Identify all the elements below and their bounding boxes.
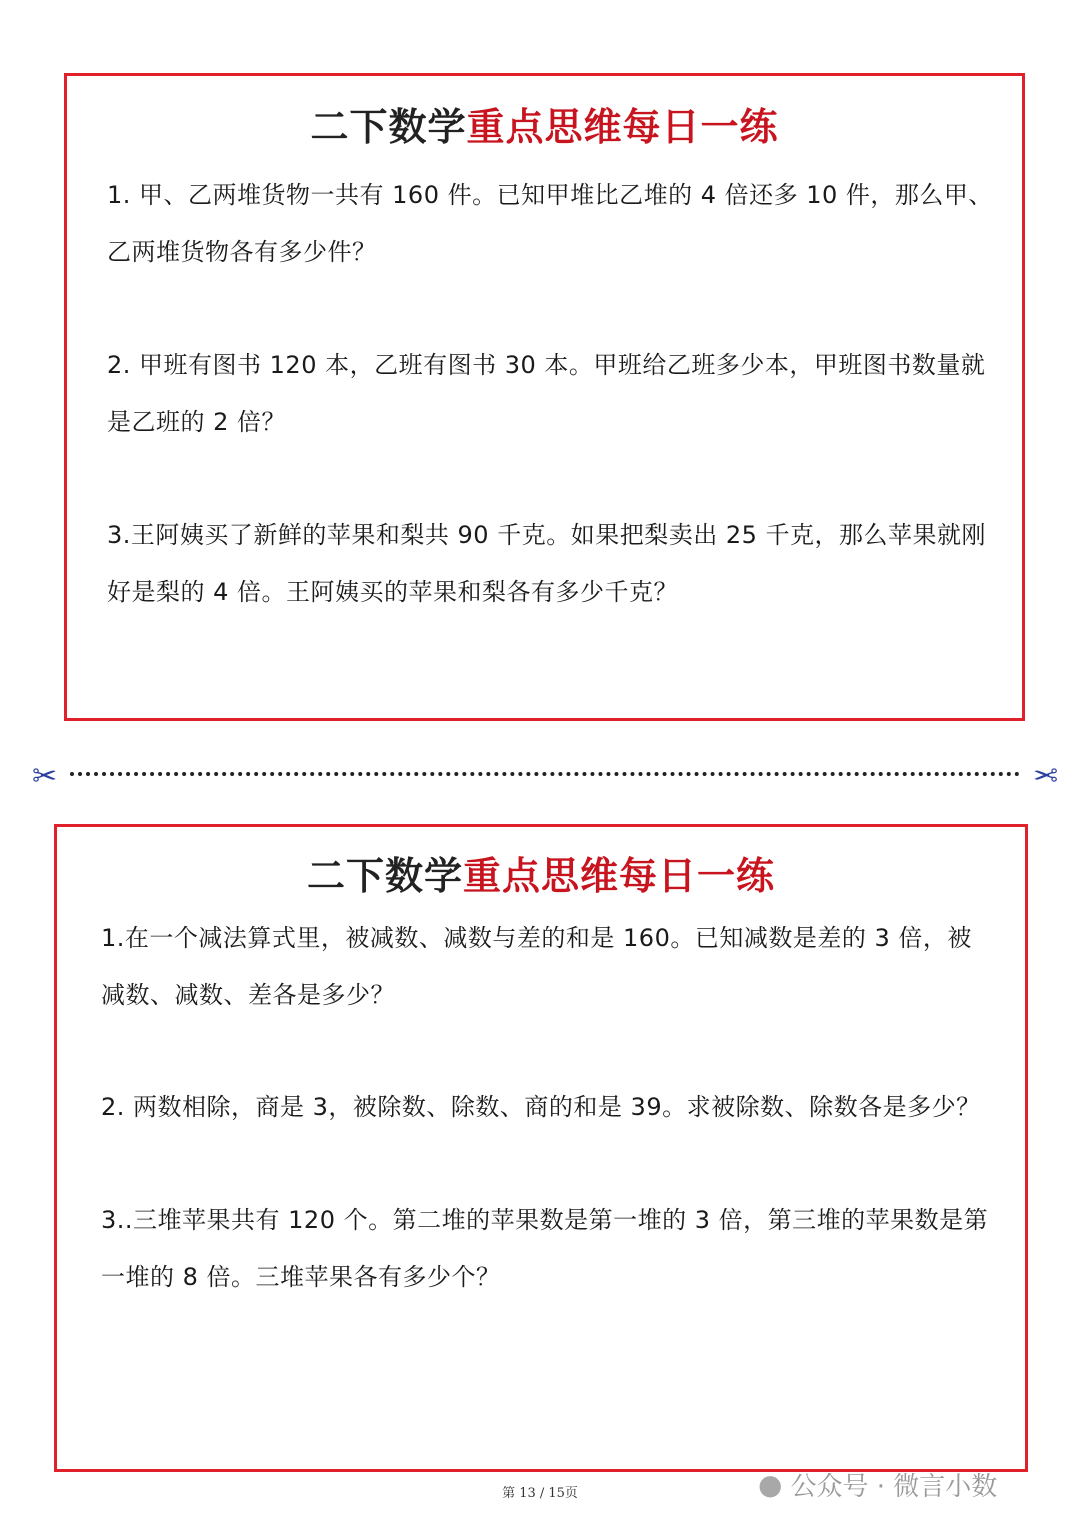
title-red-part: 重点思维每日一练	[466, 104, 779, 149]
dotted-divider	[70, 772, 1020, 776]
title-black-part: 二下数学	[310, 104, 467, 149]
wechat-icon: ●	[758, 1468, 783, 1501]
question-3: 3..三堆苹果共有 120 个。第二堆的苹果数是第一堆的 3 倍，第三堆的苹果数是第一堆的 8 倍。三堆苹果各有多少个？	[101, 1206, 989, 1291]
title-red-part: 重点思维每日一练	[463, 853, 776, 898]
card-title	[57, 845, 1025, 900]
watermark-text: 公众号 · 微言小数	[790, 1472, 998, 1502]
card-title	[67, 96, 1022, 151]
cut-line	[32, 759, 1058, 794]
question-1: 1. 甲、乙两堆货物一共有 160 件。已知甲堆比乙堆的 4 倍还多 10 件，那么甲、乙两堆货物各有多少件？	[107, 181, 993, 266]
question-2: 2. 两数相除，商是 3，被除数、除数、商的和是 39。求被除数、除数各是多少？	[101, 1093, 981, 1121]
question-1: 1.在一个减法算式里，被减数、减数与差的和是 160。已知减数是差的 3 倍，被减数、减数、差各是多少？	[101, 924, 972, 1009]
page-number: 第 13 / 15页	[502, 1486, 578, 1501]
scissors-icon: ✂	[32, 759, 58, 794]
question-3: 3.王阿姨买了新鲜的苹果和梨共 90 千克。如果把梨卖出 25 千克，那么苹果就刚好是梨的 4 倍。王阿姨买的苹果和梨各有多少千克？	[107, 521, 986, 606]
watermark	[758, 1466, 997, 1503]
scissors-icon: ✂	[1032, 759, 1058, 794]
question-2: 2. 甲班有图书 120 本，乙班有图书 30 本。甲班给乙班多少本，甲班图书数量就是乙班的 2 倍？	[107, 351, 986, 436]
worksheet-card-1	[64, 73, 1025, 721]
title-black-part: 二下数学	[306, 853, 463, 898]
worksheet-card-2	[54, 824, 1028, 1472]
